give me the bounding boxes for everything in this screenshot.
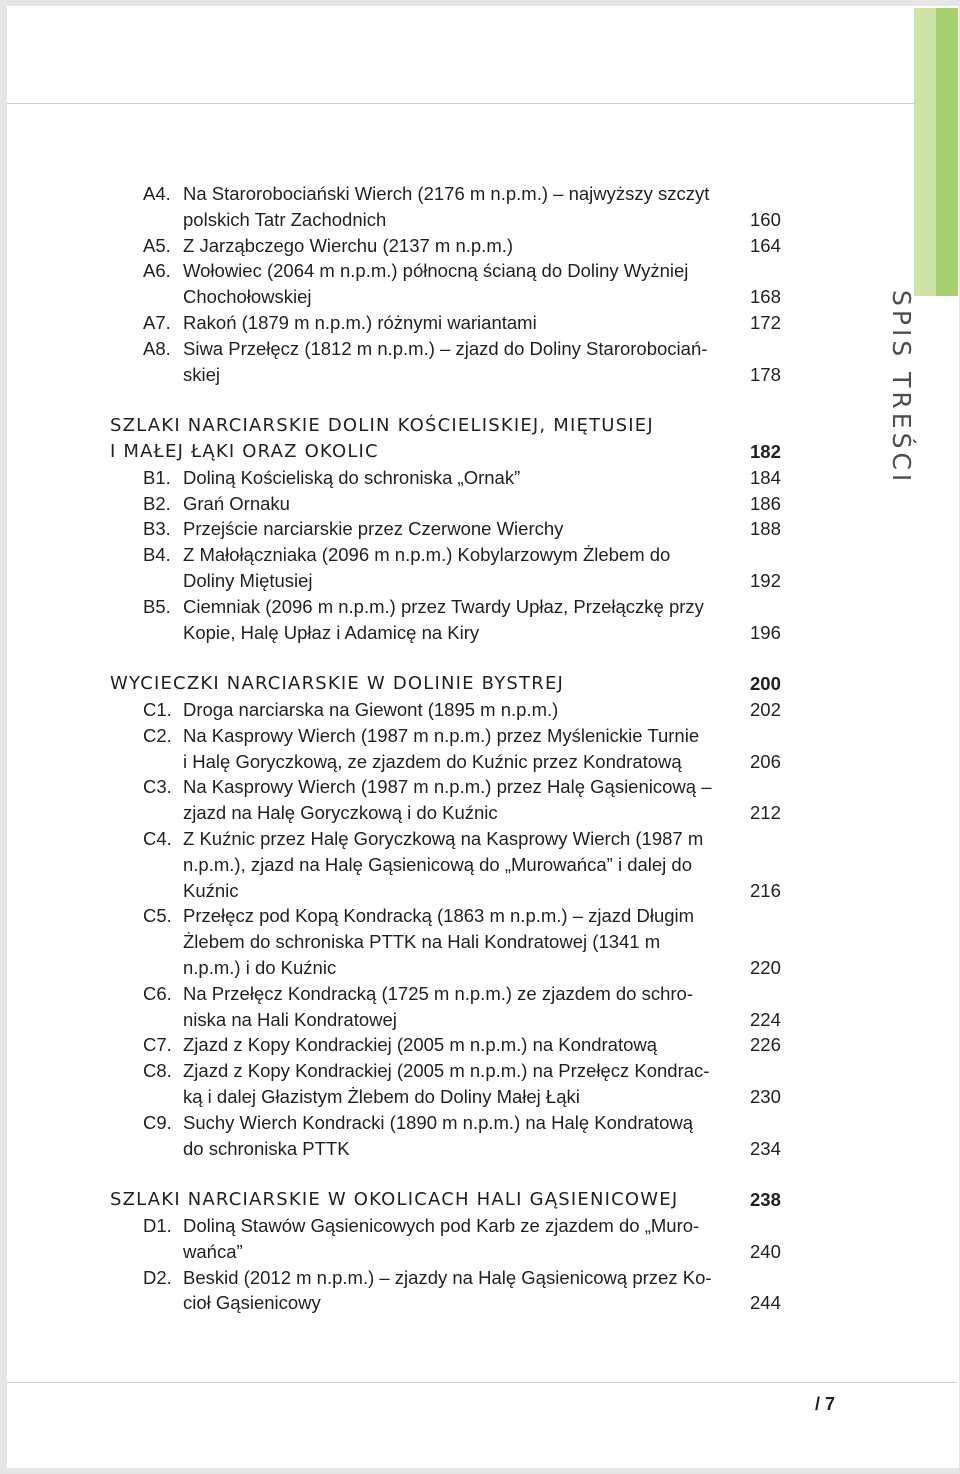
entry-page-number: 172 [750, 312, 781, 333]
entry-title-line: Z Małołączniaka (2096 m n.p.m.) Kobylarzowym Żlebem do [183, 544, 671, 566]
entry-page-number: 216 [750, 879, 781, 901]
entry-title-line: n.p.m.) i do Kuźnic [183, 957, 337, 978]
section-page-number: 182 [750, 441, 781, 462]
top-rule [7, 103, 914, 104]
entry-code: D2. [143, 1266, 172, 1288]
entry-code: A5. [143, 234, 171, 256]
entry-title-line: Doliną Stawów Gąsienicowych pod Karb ze zjazdem do „Muro- [183, 1215, 700, 1236]
section-page-number: 200 [750, 673, 781, 695]
entry-title-line: Chochołowskiej [183, 286, 312, 308]
entry-page-number: 234 [750, 1137, 781, 1159]
entry-title-line: Kuźnic [183, 879, 239, 901]
entry-code: A7. [143, 312, 171, 333]
entry-code: C8. [143, 1060, 172, 1082]
entry-page-number: 224 [750, 1008, 781, 1030]
entry-title-line: skiej [183, 363, 221, 385]
entry-title-line: Doliny Miętusiej [183, 570, 313, 591]
entry-title-line: do schroniska PTTK [183, 1137, 350, 1159]
entry-code: B4. [143, 544, 171, 566]
entry-title-line: Na Starorobociański Wierch (2176 m n.p.m.) – najwyższy szczyt [183, 183, 710, 204]
entry-title-line: Na Przełęcz Kondracką (1725 m n.p.m.) ze zjazdem do schro- [183, 982, 693, 1004]
entry-title-line: Na Kasprowy Wierch (1987 m n.p.m.) przez Myślenickie Turnie [183, 724, 700, 746]
entry-title-line: wańca” [183, 1240, 243, 1262]
side-title: SPIS TREŚCI [887, 290, 916, 486]
entry-code: C9. [143, 1111, 172, 1133]
entry-title-line: n.p.m.), zjazd na Halę Gąsienicową do „Murowańca” i dalej do [183, 853, 692, 875]
section-page-number: 238 [750, 1189, 781, 1211]
entry-code: C4. [143, 828, 172, 849]
entry-code: C6. [143, 982, 172, 1004]
entry-page-number: 206 [750, 750, 781, 772]
entry-code: A4. [143, 183, 171, 204]
section-heading-line: SZLAKI NARCIARSKIE DOLIN KOŚCIELISKIEJ, MIĘTUSIEJ [110, 415, 654, 437]
entry-page-number: 188 [750, 518, 781, 540]
entry-code: B5. [143, 595, 171, 617]
entry-code: C2. [143, 724, 172, 746]
entry-title-line: Żlebem do schroniska PTTK na Hali Kondratowej (1341 m [183, 931, 661, 953]
section-heading-line: WYCIECZKI NARCIARSKIE W DOLINIE BYSTREJ [110, 673, 565, 695]
entry-title-line: Wołowiec (2064 m n.p.m.) północną ścianą do Doliny Wyżniej [183, 260, 689, 282]
entry-title-line: Kopie, Halę Upłaz i Adamicę na Kiry [183, 621, 480, 643]
entry-page-number: 220 [750, 957, 781, 978]
entry-code: A6. [143, 260, 171, 282]
entry-page-number: 168 [750, 286, 781, 308]
entry-code: C7. [143, 1034, 172, 1056]
entry-title-line: Ciemniak (2096 m n.p.m.) przez Twardy Upłaz, Przełączkę przy [183, 595, 704, 617]
entry-title-line: Droga narciarska na Giewont (1895 m n.p.m.) [183, 699, 559, 720]
entry-title-line: Przełęcz pod Kopą Kondracką (1863 m n.p.m.) – zjazd Długim [183, 905, 695, 927]
entry-page-number: 160 [750, 208, 781, 230]
entry-title-line: Na Kasprowy Wierch (1987 m n.p.m.) przez Halę Gąsienicową – [183, 776, 712, 798]
entry-page-number: 164 [750, 234, 781, 256]
entry-title-line: i Halę Goryczkową, ze zjazdem do Kuźnic przez Kondratową [183, 750, 682, 772]
entry-code: C5. [143, 905, 172, 927]
entry-code: C1. [143, 699, 172, 720]
section-heading-line: I MAŁEJ ŁĄKI ORAZ OKOLIC [110, 441, 379, 462]
entry-title-line: zjazd na Halę Goryczkową i do Kuźnic [183, 802, 498, 824]
entry-title-line: niska na Hali Kondratowej [183, 1008, 397, 1030]
entry-title-line: Rakoń (1879 m n.p.m.) różnymi wariantami [183, 312, 537, 333]
entry-title-line: cioł Gąsienicowy [183, 1292, 321, 1314]
entry-title-line: polskich Tatr Zachodnich [183, 208, 387, 230]
entry-title-line: Z Jarząbczego Wierchu (2137 m n.p.m.) [183, 234, 514, 256]
entry-code: B1. [143, 466, 171, 488]
bottom-rule [7, 1382, 957, 1383]
entry-page-number: 202 [750, 699, 781, 720]
entry-code: D1. [143, 1215, 172, 1236]
entry-code: B2. [143, 492, 171, 514]
entry-page-number: 196 [750, 621, 781, 643]
entry-page-number: 240 [750, 1240, 781, 1262]
page-folio: / 7 [815, 1394, 836, 1414]
entry-title-line: Siwa Przełęcz (1812 m n.p.m.) – zjazd do Doliny Starorobociań- [183, 337, 708, 359]
section-heading-line: SZLAKI NARCIARSKIE W OKOLICACH HALI GĄSIENICOWEJ [110, 1189, 679, 1211]
entry-title-line: Zjazd z Kopy Kondrackiej (2005 m n.p.m.) na Przełęcz Kondrac- [183, 1060, 710, 1082]
entry-title-line: Zjazd z Kopy Kondrackiej (2005 m n.p.m.) na Kondratową [183, 1034, 658, 1056]
entry-title-line: Beskid (2012 m n.p.m.) – zjazdy na Halę Gąsienicową przez Ko- [183, 1266, 712, 1288]
entry-title-line: Z Kuźnic przez Halę Goryczkową na Kasprowy Wierch (1987 m [183, 828, 704, 849]
entry-title-line: Doliną Kościeliską do schroniska „Ornak” [183, 466, 521, 488]
entry-page-number: 184 [750, 466, 781, 488]
entry-code: A8. [143, 337, 171, 359]
entry-code: B3. [143, 518, 171, 540]
entry-page-number: 192 [750, 570, 781, 591]
entry-page-number: 244 [750, 1292, 781, 1314]
entry-title-line: Suchy Wierch Kondracki (1890 m n.p.m.) na Halę Kondratową [183, 1111, 694, 1133]
entry-page-number: 186 [750, 492, 781, 514]
entry-code: C3. [143, 776, 172, 798]
entry-title-line: ką i dalej Głazistym Żlebem do Doliny Małej Łąki [183, 1086, 580, 1107]
entry-title-line: Przejście narciarskie przez Czerwone Wierchy [183, 518, 564, 540]
chapter-tab-inner [914, 8, 936, 296]
entry-title-line: Grań Ornaku [183, 492, 290, 514]
entry-page-number: 230 [750, 1086, 781, 1107]
entry-page-number: 226 [750, 1034, 781, 1056]
chapter-tab-outer [936, 8, 958, 296]
entry-page-number: 212 [750, 802, 781, 824]
entry-page-number: 178 [750, 363, 781, 385]
